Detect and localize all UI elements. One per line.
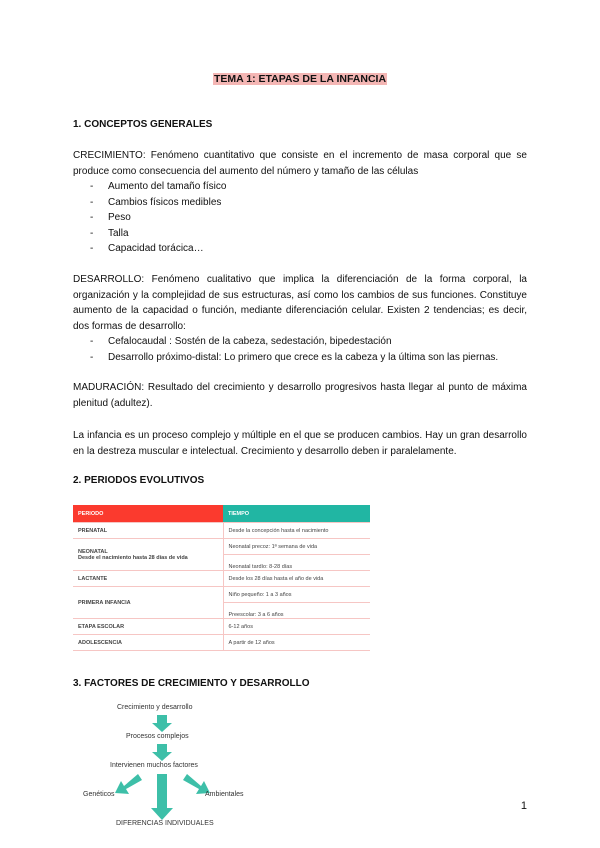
node-ambientales: Ambientales — [205, 791, 244, 798]
node-geneticos: Genéticos — [83, 791, 115, 798]
list-item: - Aumento del tamaño físico — [90, 179, 226, 195]
maduracion-paragraph: MADURACIÓN: Resultado del crecimiento y desarrollo progresivos hasta llegar al punto de máxima plenitud (adultez). — [73, 382, 527, 409]
table-row: PRENATAL Desde la concepción hasta el nacimiento — [73, 523, 370, 539]
table-row: PRIMERA INFANCIA Niño pequeño: 1 a 3 años — [73, 587, 370, 603]
page-number: 1 — [520, 800, 527, 812]
section-3-heading: 3. FACTORES DE CRECIMIENTO Y DESARROLLO — [73, 678, 310, 689]
table-row: LACTANTE Desde los 28 días hasta el año de vida — [73, 571, 370, 587]
section-2-heading: 2. PERIODOS EVOLUTIVOS — [73, 475, 205, 486]
list-item: - Cefalocaudal : Sostén de la cabeza, sedestación, bipedestación — [90, 334, 498, 350]
header-periodo: PERIODO — [73, 505, 223, 523]
table-row: NEONATAL Desde el nacimiento hasta 28 días de vida Neonatal precoz: 1ª semana de vida — [73, 539, 370, 555]
node-diferencias: DIFERENCIAS INDIVIDUALES — [116, 820, 214, 827]
table-row: ETAPA ESCOLAR 6-12 años — [73, 619, 370, 635]
arrow-down-icon — [151, 774, 173, 820]
node-factores: Intervienen muchos factores — [110, 762, 198, 769]
arrow-left-icon — [115, 774, 142, 794]
node-procesos: Procesos complejos — [126, 733, 189, 740]
node-crecimiento: Crecimiento y desarrollo — [117, 704, 193, 711]
factores-diagram — [70, 697, 270, 832]
page-title: TEMA 1: ETAPAS DE LA INFANCIA — [213, 73, 387, 85]
list-item: - Capacidad torácica… — [90, 241, 226, 257]
table-row: ADOLESCENCIA A partir de 12 años — [73, 635, 370, 651]
arrow-down-icon — [152, 744, 172, 761]
desarrollo-list — [90, 334, 498, 365]
infancia-paragraph: La infancia es un proceso complejo y múltiple en el que se producen cambios. Hay un gran desarrollo en la destreza muscular e intelectual. Crecimiento y desarrollo deben ir paralelamente. — [73, 430, 527, 457]
arrow-down-icon — [152, 715, 172, 732]
desarrollo-paragraph: DESARROLLO: Fenómeno cualitativo que implica la diferenciación de la forma corporal, la organización y la complejidad de sus estructuras, así como los cambios de sus funciones. Constituye aumento de la capacidad o función, mediante diferenciación celular. Existen 2 tendencias; es decir, dos formas de desarrollo: — [73, 274, 527, 332]
list-item: - Desarrollo próximo-distal: Lo primero que crece es la cabeza y la última son las piernas. — [90, 350, 498, 366]
crecimiento-list — [90, 179, 226, 257]
header-tiempo: TIEMPO — [223, 505, 370, 523]
crecimiento-paragraph: CRECIMIENTO: Fenómeno cuantitativo que consiste en el incremento de masa corporal que se produce como consecuencia del aumento del número y tamaño de las células — [73, 150, 527, 177]
table-row: Preescolar: 3 a 6 años — [73, 603, 370, 619]
list-item: - Cambios físicos medibles — [90, 195, 226, 211]
section-1-heading: 1. CONCEPTOS GENERALES — [73, 119, 213, 130]
table-row: Neonatal tardío: 8-28 días — [73, 555, 370, 571]
list-item: - Peso — [90, 210, 226, 226]
list-item: - Talla — [90, 226, 226, 242]
periodos-table — [73, 505, 370, 651]
